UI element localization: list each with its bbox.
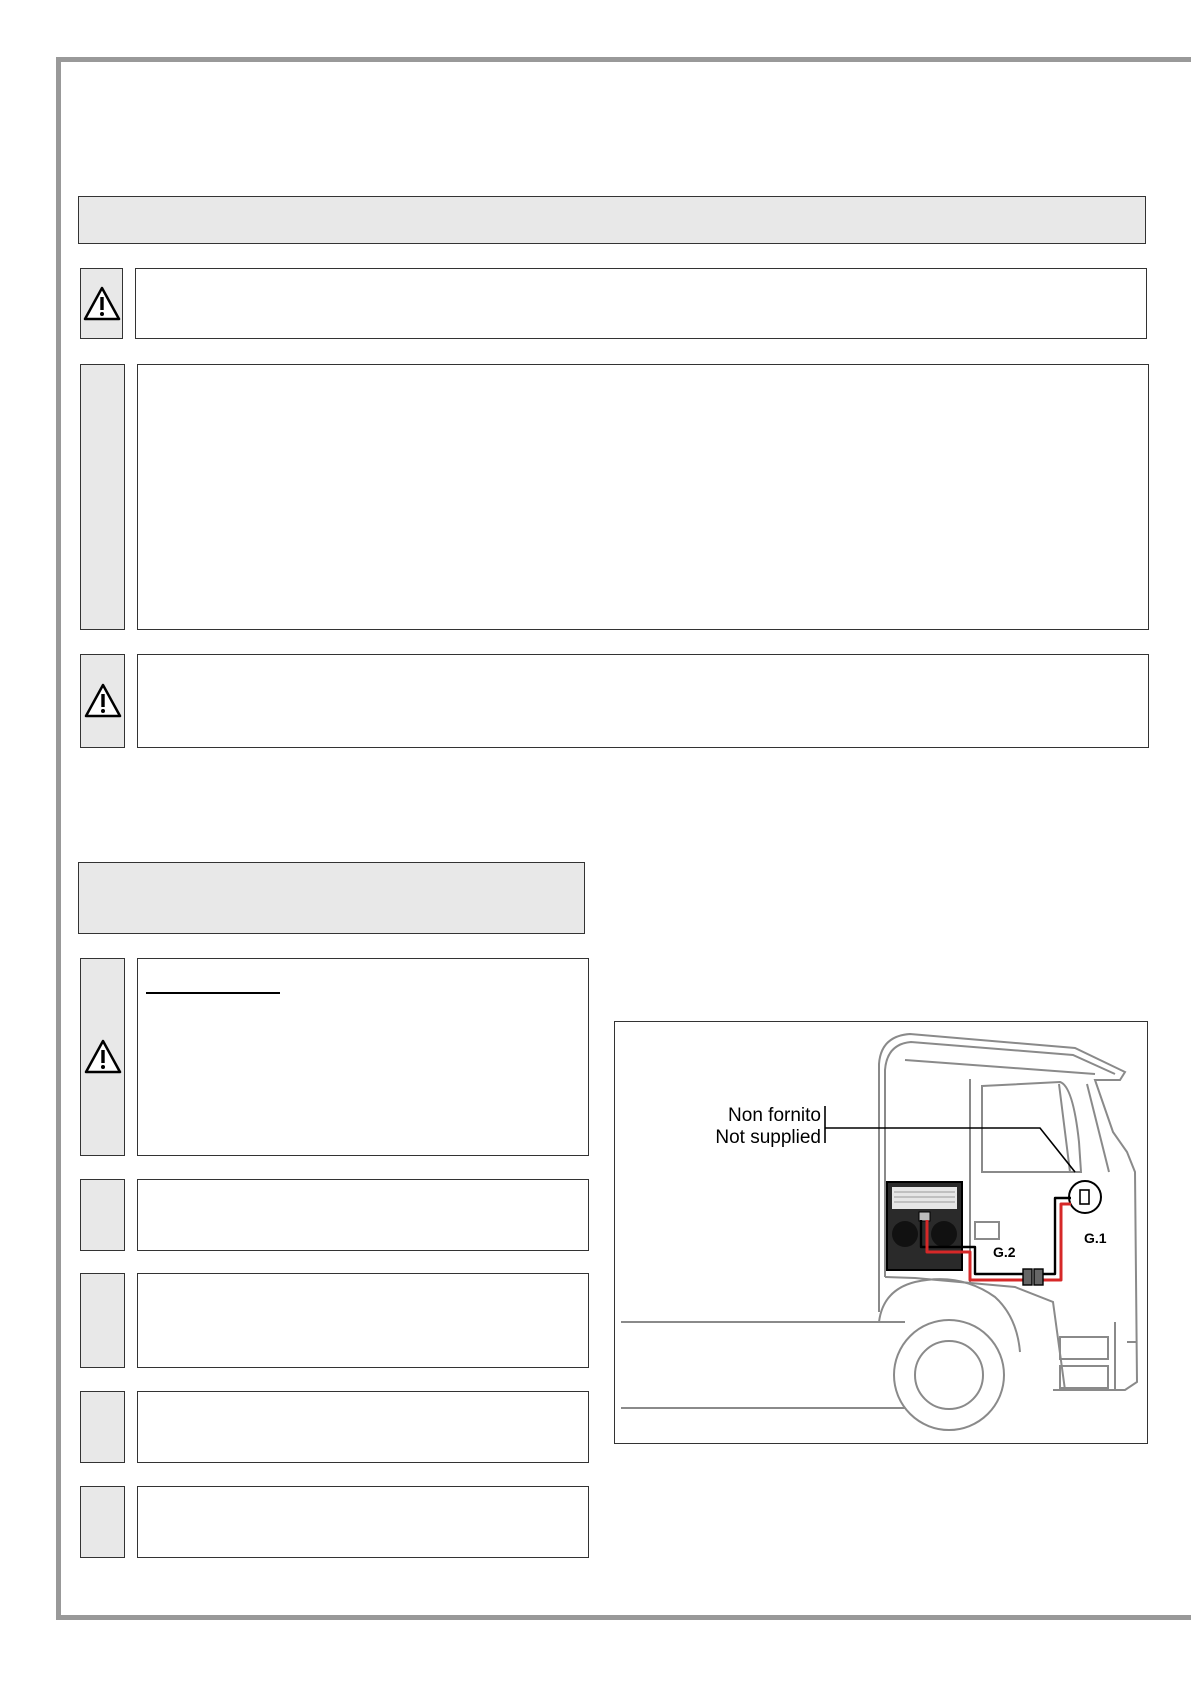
step-icon-cell-3: [80, 1391, 125, 1463]
section-header-2: [78, 862, 585, 934]
step-text-box-1: [137, 1179, 589, 1251]
step-text-box-3: [137, 1391, 589, 1463]
callout-not-supplied: Not supplied: [715, 1127, 821, 1148]
step-icon-cell-1: [80, 1179, 125, 1251]
step-icon-cell-4: [80, 1486, 125, 1558]
label-g2: G.2: [993, 1244, 1016, 1260]
warning-text-box-3: [137, 958, 589, 1156]
note-text-box-1: [137, 364, 1149, 630]
callout-non-fornito: Non fornito: [728, 1105, 821, 1126]
section-header-1: [78, 196, 1146, 244]
step-text-box-2: [137, 1273, 589, 1368]
warning-icon-cell-2: [80, 654, 125, 748]
warning-text-box-1: [135, 268, 1147, 339]
warning-triangle-icon: [83, 1037, 123, 1077]
underline-heading-rule: [146, 992, 280, 994]
truck-wiring-diagram: [615, 1022, 1149, 1445]
page-frame-top: [56, 57, 1191, 62]
warning-icon-cell-1: [80, 268, 123, 339]
truck-wiring-figure: [614, 1021, 1148, 1444]
step-icon-cell-2: [80, 1273, 125, 1368]
step-text-box-4: [137, 1486, 589, 1558]
warning-icon-cell-3: [80, 958, 125, 1156]
warning-triangle-icon: [82, 284, 122, 324]
label-g1: G.1: [1084, 1230, 1107, 1246]
warning-triangle-icon: [83, 681, 123, 721]
warning-text-box-2: [137, 654, 1149, 748]
note-icon-cell-1: [80, 364, 125, 630]
page-frame-bottom: [56, 1615, 1191, 1620]
outlet-icon: [1069, 1181, 1101, 1213]
page-frame-left: [56, 57, 61, 1620]
ac-unit-icon: [887, 1182, 962, 1270]
